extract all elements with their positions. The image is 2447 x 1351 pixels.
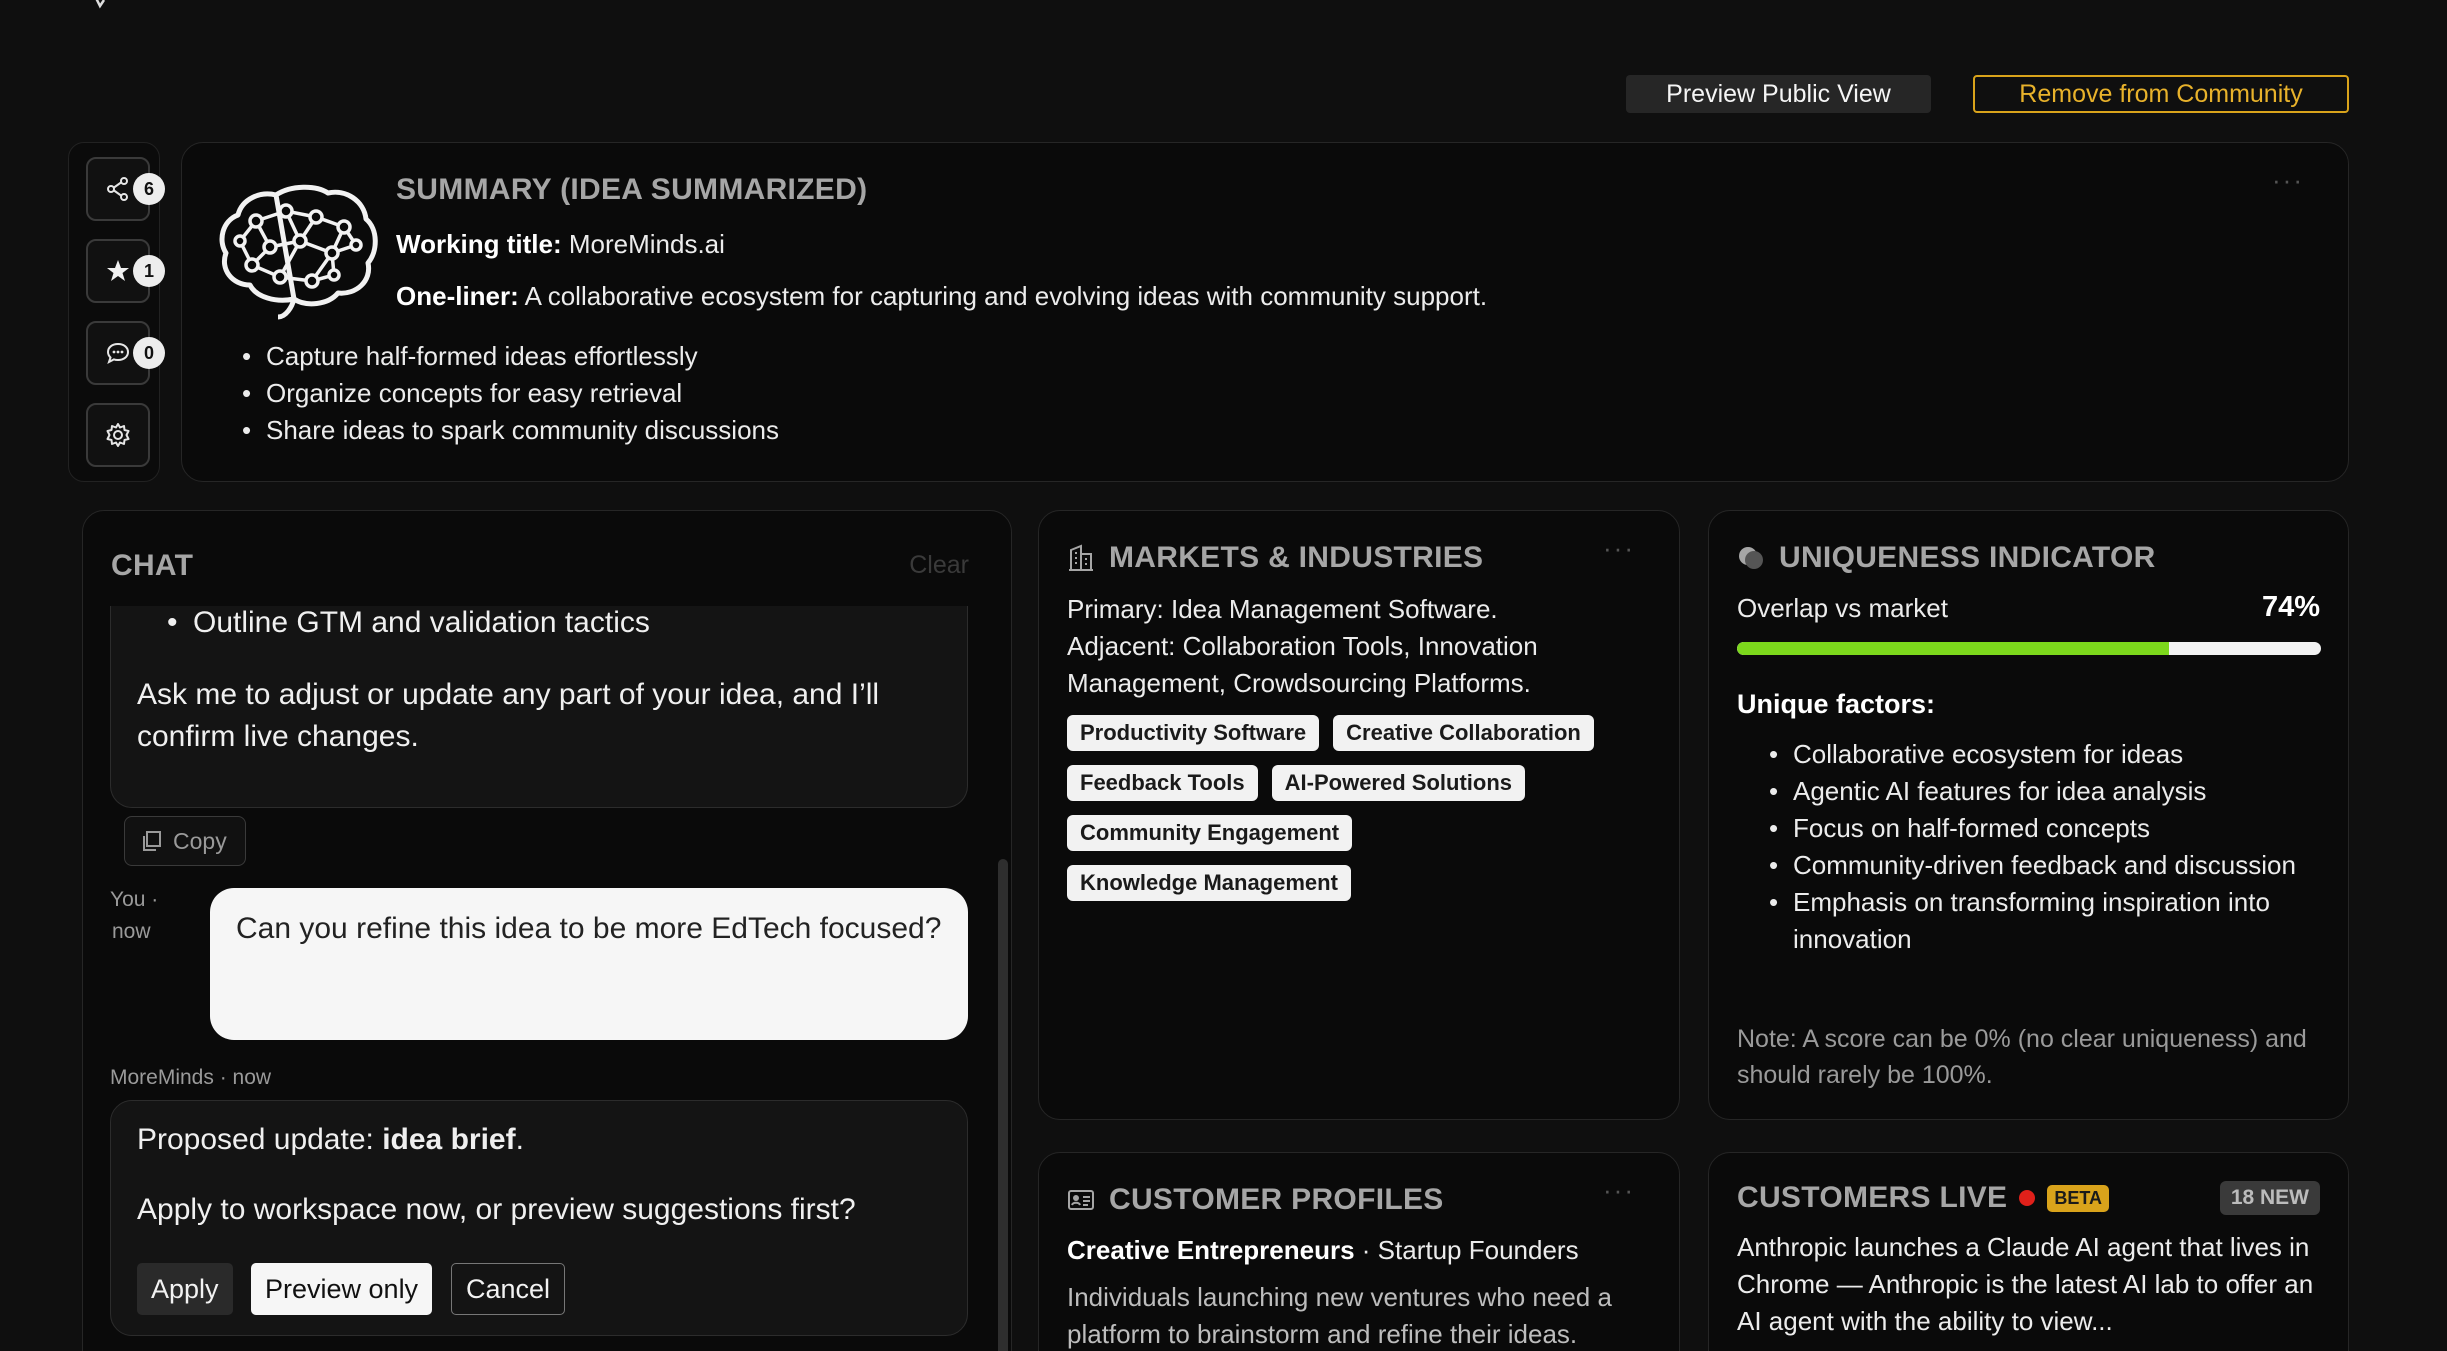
uniqueness-note: Note: A score can be 0% (no clear uniqueness) and should rarely be 100%.: [1737, 1025, 2307, 1089]
remove-from-community-button[interactable]: Remove from Community: [1973, 75, 2349, 113]
action-sidebar: [68, 142, 160, 482]
overlap-value: 74%: [2261, 591, 2320, 623]
list-item: • Organize concepts for easy retrieval: [266, 378, 779, 415]
assistant-followup-text: Ask me to adjust or update any part of your idea, and I’ll confirm live changes.: [137, 678, 880, 753]
building-icon: [1067, 544, 1095, 572]
apply-button[interactable]: Apply: [137, 1263, 233, 1315]
markets-header: [1067, 541, 1483, 575]
preview-only-button[interactable]: Preview only: [251, 1263, 432, 1315]
profile-segment: Startup Founders: [1377, 1235, 1579, 1265]
chat-title: CHAT: [111, 549, 194, 582]
profile-name: Creative Entrepreneurs: [1067, 1235, 1355, 1265]
share-icon: [104, 175, 132, 203]
profiles-header: [1067, 1183, 1444, 1217]
working-title-value: MoreMinds.ai: [568, 229, 725, 259]
comment-icon: [104, 339, 132, 367]
summary-bullet-list: [266, 341, 779, 452]
id-card-icon: [1067, 1186, 1095, 1214]
user-meta-time: now: [112, 920, 151, 943]
one-liner-label: One-liner:: [396, 281, 519, 311]
comment-count-badge: 0: [133, 337, 165, 369]
chat-clear-button[interactable]: Clear: [909, 551, 969, 579]
overlap-circles-icon: [1737, 544, 1765, 572]
copy-button[interactable]: [124, 816, 246, 866]
customers-live-card: [1708, 1152, 2349, 1351]
profile-description: Individuals launching new ventures who need a platform to brainstorm and refine their ideas.: [1067, 1282, 1612, 1349]
preview-public-view-button[interactable]: Preview Public View: [1626, 75, 1931, 113]
top-nav-strip: [0, 0, 2447, 10]
customers-live-header: [1737, 1181, 2109, 1215]
bot-meta: MoreMinds · now: [110, 1066, 272, 1089]
list-item: • Focus on half-formed concepts: [1793, 810, 2333, 847]
markets-menu-icon[interactable]: ···: [1603, 533, 1635, 563]
market-tag[interactable]: AI-Powered Solutions: [1272, 765, 1525, 801]
list-item: • Collaborative ecosystem for ideas: [1793, 736, 2333, 773]
customers-live-news[interactable]: Anthropic launches a Claude AI agent that lives in Chrome — Anthropic is the latest AI lab to offer an AI agent with the ability to view...: [1737, 1232, 2314, 1336]
star-count-badge: 1: [133, 255, 165, 287]
list-item: • Capture half-formed ideas effortlessly: [266, 341, 779, 378]
uniqueness-header: [1737, 541, 2156, 575]
proposal-message-bubble: [110, 1100, 968, 1336]
list-item: • Community-driven feedback and discussion: [1793, 847, 2333, 884]
brain-network-icon: [216, 181, 381, 321]
markets-card: [1038, 510, 1680, 1120]
list-item: • Agentic AI features for idea analysis: [1793, 773, 2333, 810]
market-tag[interactable]: Feedback Tools: [1067, 765, 1258, 801]
overlap-label: Overlap vs market: [1737, 593, 1948, 623]
profile-separator: ·: [1354, 1235, 1378, 1265]
profile-heading: [1067, 1235, 1579, 1266]
markets-primary: Primary: Idea Management Software.: [1067, 594, 1498, 624]
summary-title: SUMMARY (IDEA SUMMARIZED): [396, 173, 868, 206]
assistant-bullet-list: [193, 606, 650, 640]
gear-icon: [104, 421, 132, 449]
uniqueness-title: UNIQUENESS INDICATOR: [1779, 541, 2156, 574]
markets-title: MARKETS & INDUSTRIES: [1109, 541, 1484, 574]
uniqueness-card: [1708, 510, 2349, 1120]
working-title-label: Working title:: [396, 229, 562, 259]
profiles-menu-icon[interactable]: ···: [1603, 1175, 1635, 1205]
new-count-badge[interactable]: 18 NEW: [2220, 1181, 2320, 1215]
settings-button[interactable]: [86, 403, 150, 467]
assistant-message-bubble: [110, 606, 968, 808]
overlap-progress-fill: [1737, 642, 2169, 655]
market-tag[interactable]: Community Engagement: [1067, 815, 1352, 851]
proposal-target: idea brief: [382, 1123, 516, 1156]
beta-badge: BETA: [2047, 1185, 2109, 1212]
customer-profiles-card: [1038, 1152, 1680, 1351]
working-title-line: [396, 229, 725, 260]
copy-label: Copy: [173, 827, 227, 854]
share-count-badge: 6: [133, 173, 165, 205]
comments-button[interactable]: [86, 321, 154, 385]
star-icon: [104, 257, 132, 285]
star-button[interactable]: [86, 239, 154, 303]
market-tag[interactable]: Creative Collaboration: [1333, 715, 1594, 751]
markets-adjacent: Adjacent: Collaboration Tools, Innovation Management, Crowdsourcing Platforms.: [1067, 631, 1538, 698]
live-indicator-icon: [2019, 1190, 2035, 1206]
chat-scrollbar[interactable]: [998, 859, 1008, 1351]
list-item: • Emphasis on transforming inspiration into innovation: [1793, 884, 2333, 958]
one-liner-value: A collaborative ecosystem for capturing and evolving ideas with community support.: [524, 281, 1488, 311]
unique-factors-list: [1793, 736, 2333, 958]
app-logo-icon[interactable]: [90, 0, 130, 12]
one-liner-line: [396, 281, 1487, 312]
proposal-prefix: Proposed update:: [137, 1123, 374, 1156]
summary-card: [181, 142, 2349, 482]
share-button[interactable]: [86, 157, 154, 221]
market-tag[interactable]: Knowledge Management: [1067, 865, 1351, 901]
proposal-question: Apply to workspace now, or preview suggestions first?: [137, 1193, 856, 1226]
profiles-title: CUSTOMER PROFILES: [1109, 1183, 1444, 1216]
user-meta-name: You ·: [110, 888, 159, 911]
overlap-progress-bar: [1737, 642, 2321, 655]
cancel-button[interactable]: Cancel: [451, 1263, 565, 1315]
proposal-suffix: .: [515, 1123, 524, 1156]
market-tag[interactable]: Productivity Software: [1067, 715, 1319, 751]
summary-menu-icon[interactable]: ···: [2272, 165, 2304, 195]
proposal-line: [137, 1123, 524, 1157]
markets-description: [1067, 591, 1657, 702]
list-item: • Share ideas to spark community discussions: [266, 415, 779, 452]
unique-factors-label: Unique factors:: [1737, 689, 1936, 719]
market-tag-list: [1067, 715, 1627, 901]
list-item: • Outline GTM and validation tactics: [193, 606, 650, 640]
customers-live-title: CUSTOMERS LIVE: [1737, 1181, 2008, 1214]
copy-icon: [139, 829, 163, 853]
user-message-bubble: Can you refine this idea to be more EdTech focused?: [210, 888, 968, 1040]
